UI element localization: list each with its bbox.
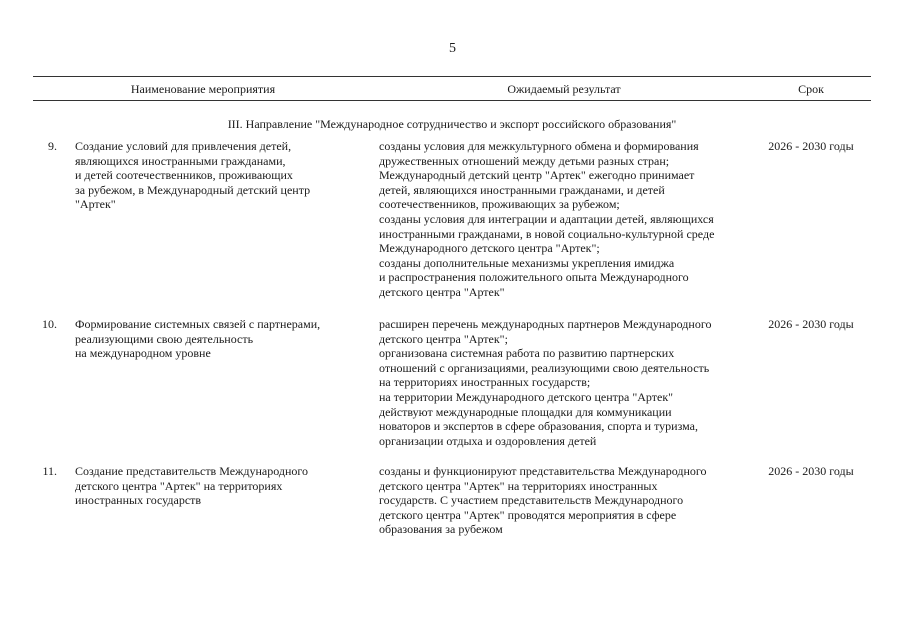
expected-result-line: образования за рубежом [379,522,503,537]
expected-result-line: детского центра "Артек"; [379,331,508,346]
event-name-cell [75,139,365,212]
row-number: 11. [42,464,57,478]
expected-result-line: и распространения положительного опыта Международного [379,270,689,285]
expected-result-line: отношений с организациями, реализующими свою деятельность [379,360,710,375]
expected-result-cell [379,317,749,448]
event-name-line: за рубежом, в Международный детский центр [75,182,311,197]
section-title: III. Направление "Международное сотрудничество и экспорт российского образования" [227,117,677,131]
expected-result-line: соотечественников, проживающих за рубежом; [379,197,620,212]
table-header-rule [33,100,871,101]
expected-result-line: на территории Международного детского центра "Артек" [379,389,674,404]
row-number: 9. [48,139,57,153]
event-name-line: являющихся иностранными гражданами, [75,153,286,168]
event-name-line: детского центра "Артек" на территориях [75,478,283,493]
row-number: 10. [42,317,57,331]
event-name-line: на международном уровне [75,346,211,361]
expected-result-line: дружественных отношений между детьми разных стран; [379,153,670,168]
expected-result-line: организована системная работа по развитию партнерских [379,346,675,361]
expected-result-line: созданы условия для межкультурного обмена и формирования [379,139,699,153]
expected-result-line: детей, являющихся иностранными гражданами, и детей [379,182,665,197]
event-name-line: Формирование системных связей с партнерами, [75,317,321,331]
expected-result-line: новаторов и экспертов в сфере образования, спорта и туризма, [379,419,698,434]
event-name-line: Создание представительств Международного [75,464,309,478]
event-name-line: Создание условий для привлечения детей, [75,139,292,153]
event-name-cell [75,464,365,508]
term-cell: 2026 - 2030 годы [768,464,854,478]
column-header-result: Ожидаемый результат [507,82,621,96]
expected-result-line: созданы и функционируют представительства Международного [379,464,707,478]
event-name-line: иностранных государств [75,493,202,508]
event-name-line: реализующими свою деятельность [75,331,254,346]
expected-result-line: детского центра "Артек" на территориях иностранных [379,478,658,493]
event-name-line: "Артек" [75,197,116,212]
expected-result-cell [379,139,749,300]
expected-result-line: на территориях иностранных государств; [379,375,591,390]
table-top-rule [33,76,871,77]
event-name-cell [75,317,365,361]
expected-result-line: организации отдыха и оздоровления детей [379,433,597,448]
expected-result-line: созданы условия для интеграции и адаптации детей, являющихся [379,211,714,226]
page-number: 5 [449,41,456,56]
expected-result-line: Международного детского центра "Артек"; [379,241,600,256]
expected-result-line: детского центра "Артек" [379,284,505,299]
column-header-name: Наименование мероприятия [130,82,276,96]
expected-result-line: иностранными гражданами, в новой социально-культурной среде [379,226,715,241]
column-header-term: Срок [798,82,824,96]
expected-result-line: созданы дополнительные механизмы укрепления имиджа [379,255,675,270]
term-cell: 2026 - 2030 годы [768,317,854,331]
expected-result-line: действуют международные площадки для коммуникации [379,404,672,419]
expected-result-line: государств. С участием представительств Международного [379,493,684,508]
expected-result-line: Международный детский центр "Артек" ежегодно принимает [379,168,695,183]
term-cell: 2026 - 2030 годы [768,139,854,153]
expected-result-cell [379,464,749,537]
event-name-line: и детей соотечественников, проживающих [75,168,293,183]
expected-result-line: расширен перечень международных партнеров Международного [379,317,712,331]
expected-result-line: детского центра "Артек" проводятся мероприятия в сфере [379,507,677,522]
